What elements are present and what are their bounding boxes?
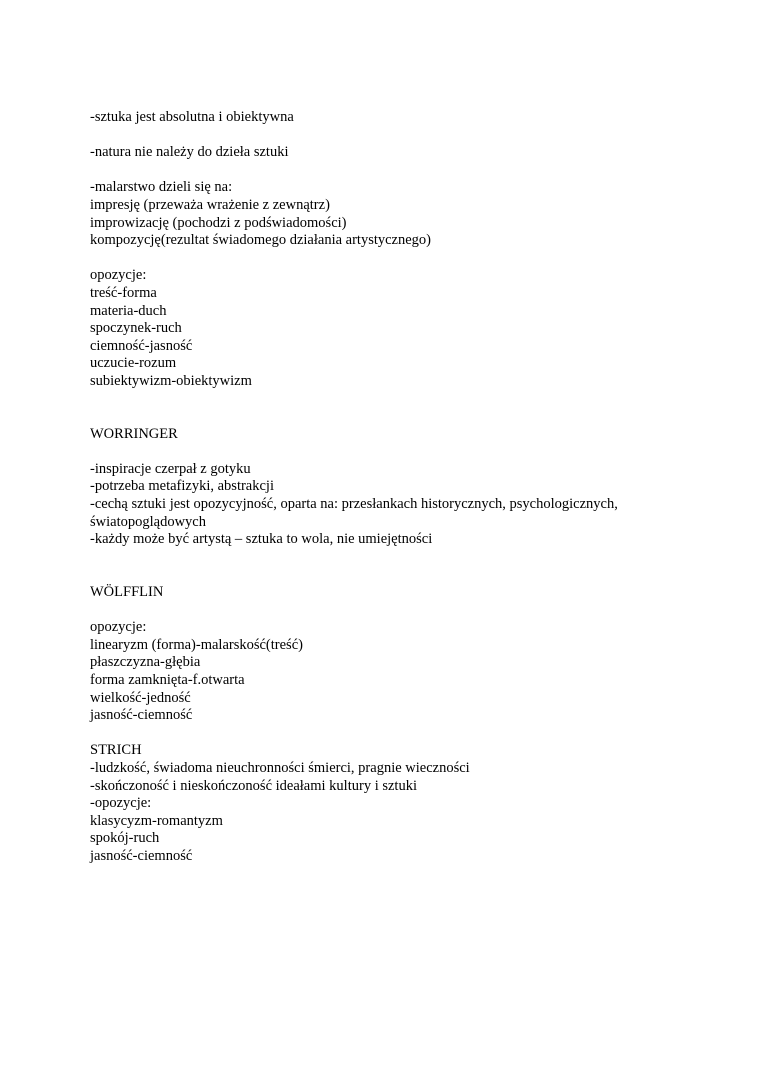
document-page bbox=[90, 109, 670, 866]
worringer-item: -każdy może być artystą – sztuka to wola, nie umiejętności bbox=[90, 531, 433, 548]
opposition-item: treść-forma bbox=[90, 284, 157, 301]
wolfflin-item: płaszczyzna-głębia bbox=[90, 654, 201, 671]
painting-heading: -malarstwo dzieli się na: bbox=[90, 179, 233, 196]
opposition-item: materia-duch bbox=[90, 302, 167, 319]
strich-item: -skończoność i nieskończoność ideałami kultury i sztuki bbox=[90, 777, 417, 794]
worringer-item: -inspiracje czerpał z gotyku bbox=[90, 460, 251, 477]
intro-line: -sztuka jest absolutna i obiektywna bbox=[90, 109, 294, 125]
strich-item: -opozycje: bbox=[90, 795, 152, 812]
wolfflin-item: wielkość-jedność bbox=[90, 689, 191, 706]
oppositions-heading: opozycje: bbox=[90, 267, 147, 284]
painting-item: impresję (przeważa wrażenie z zewnątrz) bbox=[90, 196, 330, 213]
wolfflin-item: jasność-ciemność bbox=[90, 707, 193, 724]
section-title-worringer: WORRINGER bbox=[90, 425, 178, 442]
worringer-item: -cechą sztuki jest opozycyjność, oparta na: przesłankach historycznych, psychologicznych, światopoglądowych bbox=[90, 496, 618, 530]
opposition-item: spoczynek-ruch bbox=[90, 320, 182, 337]
section-title-wolfflin: WÖLFFLIN bbox=[90, 584, 164, 601]
intro-line: -natura nie należy do dzieła sztuki bbox=[90, 144, 289, 161]
strich-item: jasność-ciemność bbox=[90, 847, 193, 864]
strich-item: -ludzkość, świadoma nieuchronności śmierci, pragnie wieczności bbox=[90, 759, 470, 776]
wolfflin-item: linearyzm (forma)-malarskość(treść) bbox=[90, 636, 303, 653]
wolfflin-item: forma zamknięta-f.otwarta bbox=[90, 672, 245, 688]
painting-item: improwizację (pochodzi z podświadomości) bbox=[90, 214, 347, 231]
strich-item: spokój-ruch bbox=[90, 830, 160, 847]
opposition-item: ciemność-jasność bbox=[90, 337, 193, 354]
painting-item: kompozycję(rezultat świadomego działania artystycznego) bbox=[90, 232, 432, 249]
opposition-item: subiektywizm-obiektywizm bbox=[90, 372, 252, 389]
section-title-strich: STRICH bbox=[90, 742, 142, 759]
wolfflin-heading: opozycje: bbox=[90, 619, 147, 636]
strich-item: klasycyzm-romantyzm bbox=[90, 812, 223, 829]
opposition-item: uczucie-rozum bbox=[90, 355, 177, 372]
worringer-item: -potrzeba metafizyki, abstrakcji bbox=[90, 478, 274, 495]
